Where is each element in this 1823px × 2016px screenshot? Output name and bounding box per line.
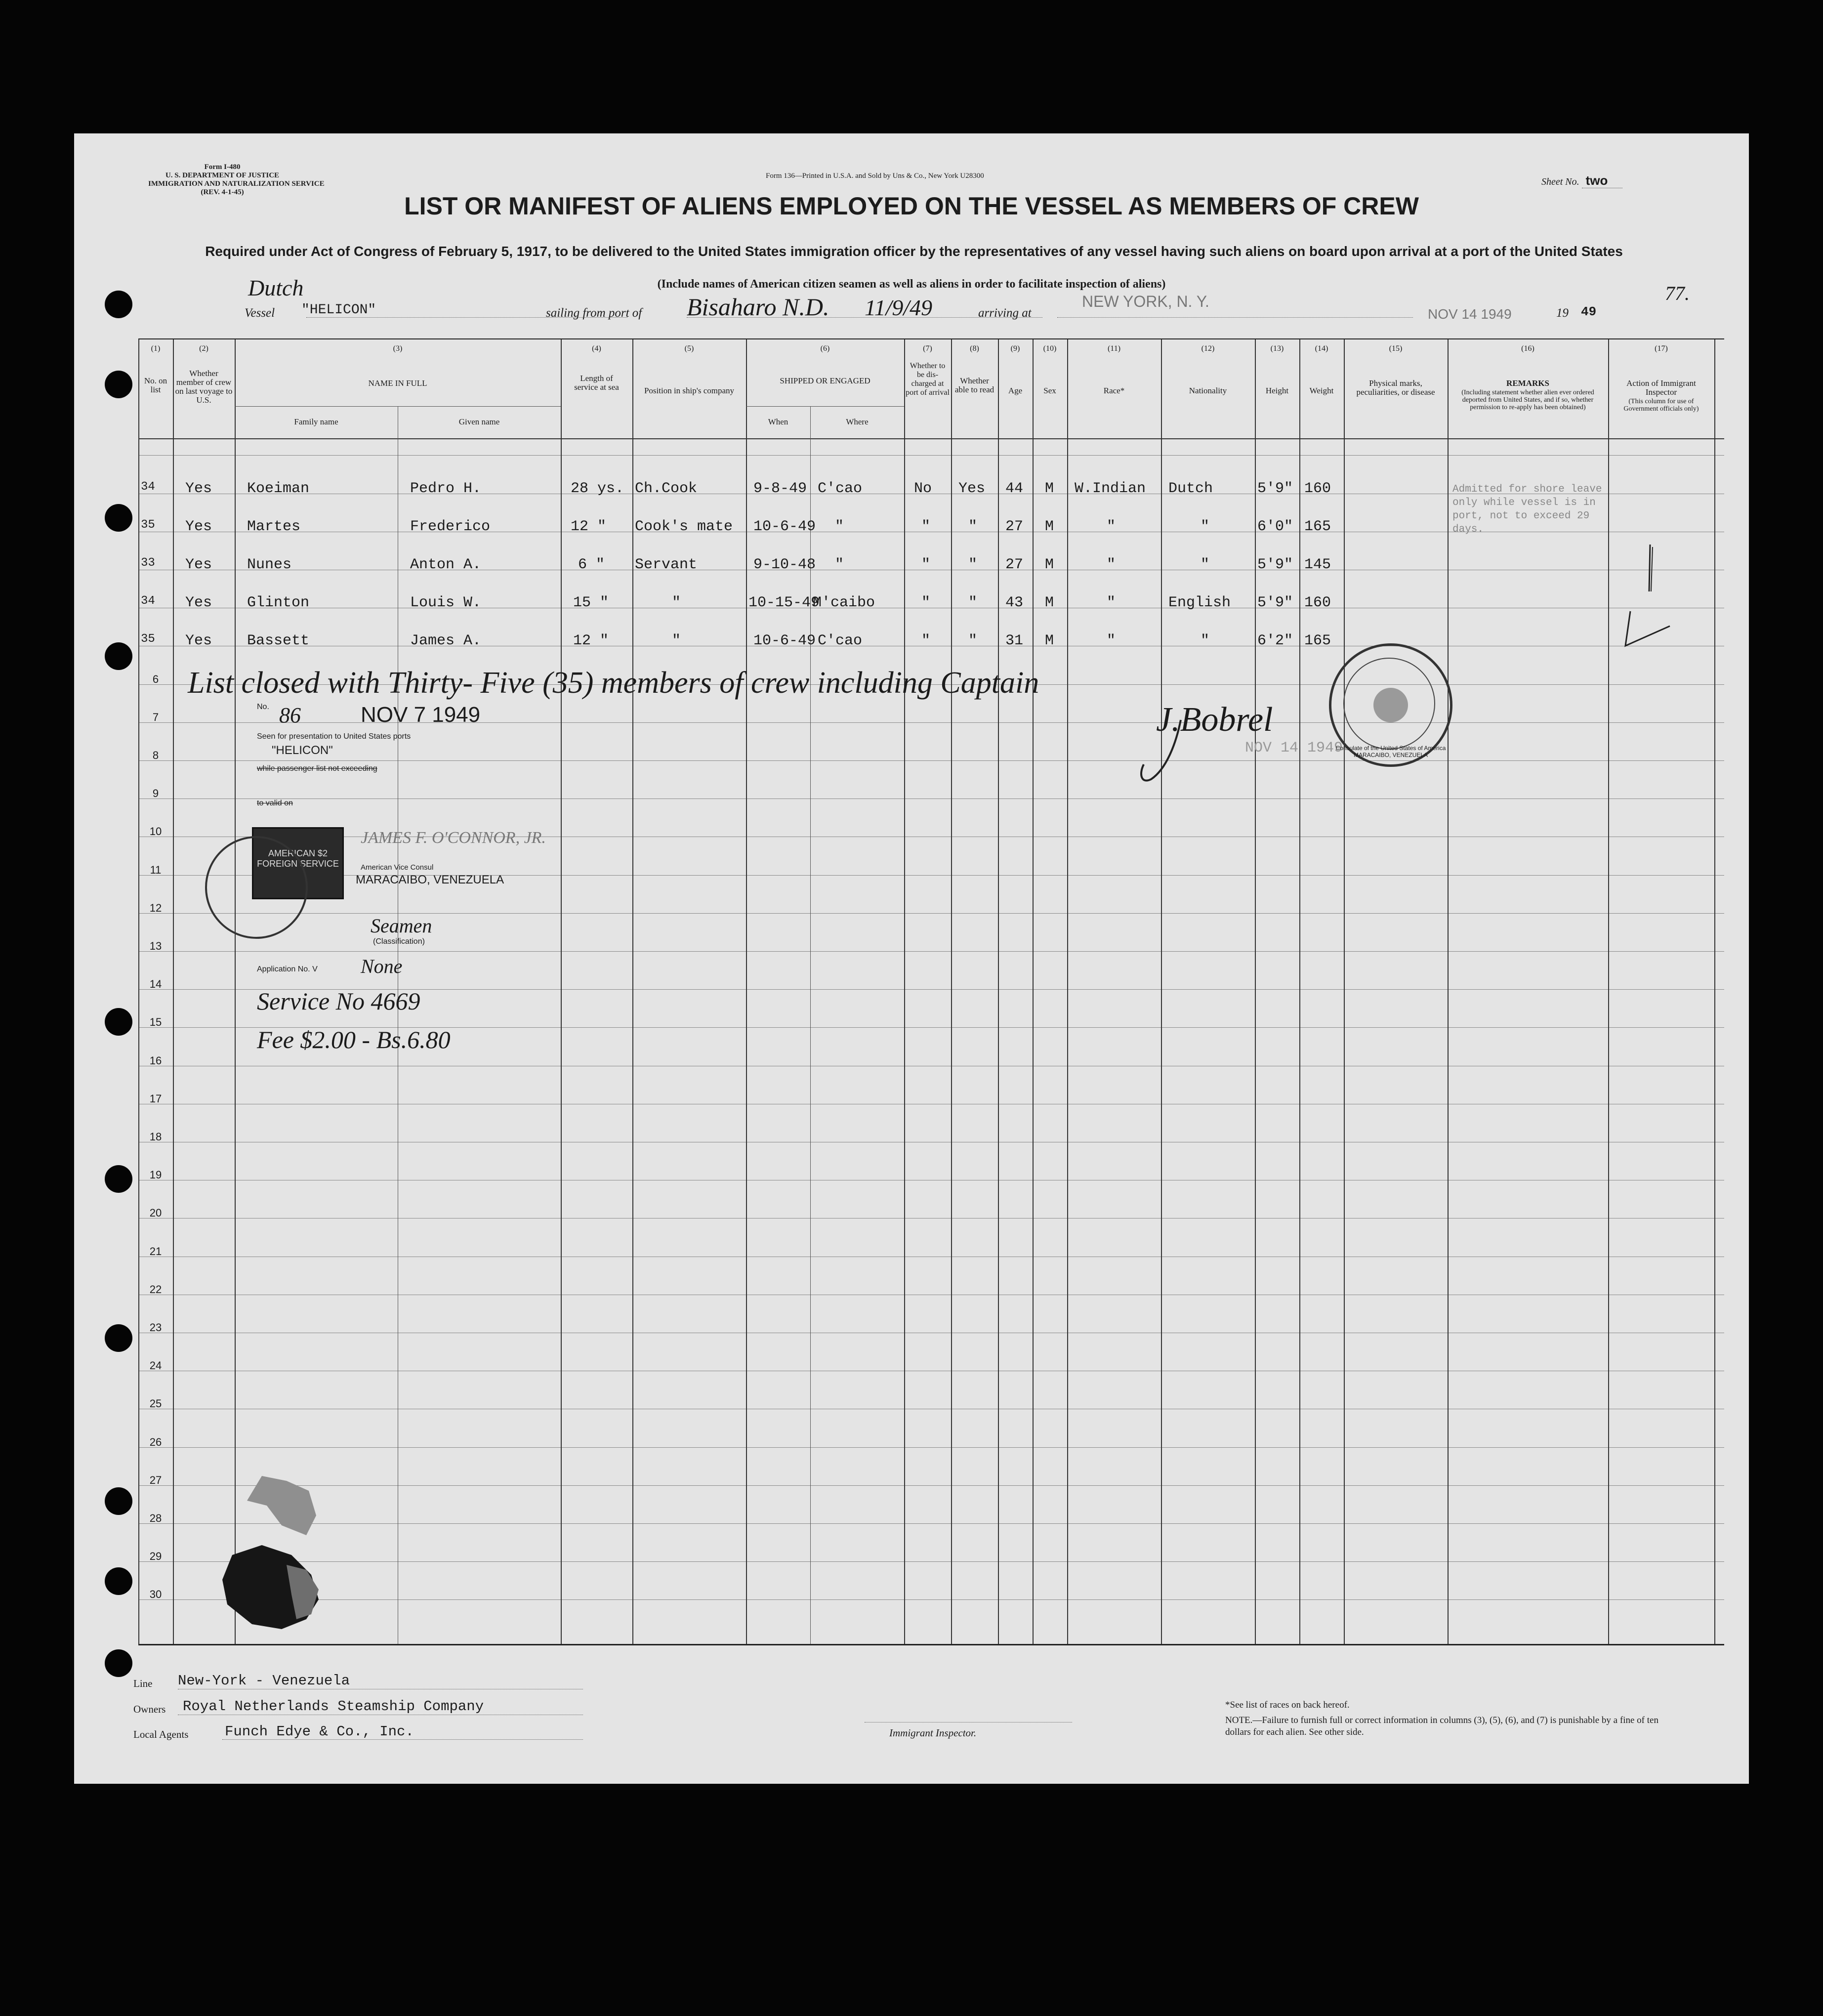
sheet-label: Sheet No. [1541, 176, 1579, 187]
crew-row-weight: 165 [1304, 632, 1331, 649]
col-header-sex: Sex [1043, 386, 1056, 395]
crew-row-discharged: " [921, 518, 931, 535]
col-header-remarks-note: (Including statement whether alien ever ordered deported from United States, and if so, whether permission to re-apply has been obtained) [1461, 389, 1594, 411]
line-value: New-York - Venezuela [178, 1673, 350, 1689]
row-number: 14 [149, 978, 162, 990]
vice-consul-signature: JAMES F. O'CONNOR, JR. [361, 829, 546, 847]
consular-struck-line: while passenger list not exceeding [257, 764, 377, 773]
vessel-name: "HELICON" [301, 302, 376, 318]
arriving-label: arriving at [978, 306, 1032, 320]
row-number: 22 [149, 1283, 162, 1296]
crew-row-sex: M [1045, 556, 1054, 573]
vessel-label: Vessel [245, 306, 275, 320]
binder-hole [105, 371, 132, 398]
col-num: (1) [151, 344, 161, 353]
row-number: 16 [149, 1054, 162, 1067]
col-num: (16) [1521, 344, 1534, 353]
row-number: 25 [149, 1397, 162, 1410]
binder-hole [105, 1324, 132, 1352]
service: IMMIGRATION AND NATURALIZATION SERVICE [148, 180, 325, 188]
col-num: (10) [1043, 344, 1057, 353]
crew-row-discharged: " [921, 556, 931, 573]
col-header-nationality: Nationality [1189, 386, 1227, 395]
crew-row-race: " [1107, 594, 1116, 611]
crew-row-race: " [1107, 632, 1116, 649]
consulate-seal [1329, 643, 1452, 767]
row-number: 15 [149, 1016, 162, 1028]
crew-row-where: " [835, 518, 844, 535]
row-number: 23 [149, 1321, 162, 1334]
crew-row-age: 44 [1005, 480, 1024, 497]
crew-row-service: 15 " [573, 594, 609, 611]
classification-value: Seamen [371, 915, 432, 937]
crew-row-family: Glinton [247, 594, 310, 611]
note-text: —Failure to furnish full or correct information in columns (3), (5), (6), and (7) is punishable by a fine of ten dollars for each alien. See other side. [1225, 1715, 1658, 1737]
crew-row-no: 35 [141, 632, 155, 646]
crew-row-when: 9-10-48 [753, 556, 816, 573]
crew-row-height: 5'9" [1257, 594, 1293, 611]
inspector-check-marks [1616, 537, 1709, 656]
crew-row-height: 6'2" [1257, 632, 1293, 649]
sheet-number [1541, 173, 1622, 188]
binder-hole [105, 642, 132, 670]
crew-row-given: Frederico [410, 518, 491, 535]
crew-row-when: 9-8-49 [753, 480, 807, 497]
crew-row-race: " [1107, 556, 1116, 573]
crew-row-weight: 160 [1304, 480, 1331, 497]
col-header-read: Whether able to read [954, 376, 994, 394]
owners-value: Royal Netherlands Steamship Company [183, 1698, 484, 1715]
crew-row-given: James A. [410, 632, 482, 649]
crew-row-height: 5'9" [1257, 556, 1293, 573]
consular-vessel-ref: "HELICON" [272, 744, 333, 757]
crew-row-discharged: " [921, 632, 931, 649]
crew-row-position: Servant [635, 556, 698, 573]
races-note: *See list of races on back hereof. [1225, 1700, 1350, 1710]
crew-table [138, 338, 1724, 1645]
flag-handwritten: Dutch [248, 275, 304, 300]
fee-stamp-text: AMERICAN $2 FOREIGN SERVICE [257, 848, 339, 869]
row-number: 26 [149, 1436, 162, 1448]
crew-row-race: " [1107, 518, 1116, 535]
seal-text: Consulate of the United States of America MARACAIBO, VENEZUELA [1335, 745, 1446, 758]
crew-row-nationality: " [1201, 518, 1210, 535]
sailing-date: 11/9/49 [865, 295, 933, 320]
col-num: (6) [820, 344, 830, 353]
crew-row-position: " [672, 594, 681, 611]
col-header-no: No. on list [144, 376, 167, 394]
form-number: Form I-480 [204, 163, 241, 171]
arrival-date-stamp: NOV 14 1949 [1428, 306, 1512, 322]
col-num: (3) [393, 344, 403, 353]
crew-row-nationality: " [1201, 556, 1210, 573]
year-prefix: 19 [1556, 306, 1569, 320]
row-number: 27 [149, 1474, 162, 1486]
row-number: 6 [152, 673, 159, 685]
consular-no-label: No. [257, 703, 269, 711]
crew-row-weight: 165 [1304, 518, 1331, 535]
row-number: 19 [149, 1169, 162, 1181]
binder-hole [105, 504, 132, 532]
binder-hole [105, 1649, 132, 1677]
crew-row-read: " [968, 594, 978, 611]
crew-row-read: " [968, 556, 978, 573]
crew-row-family: Koeiman [247, 480, 310, 497]
shore-leave-stamp: Admitted for shore leave only while vessel is in port, not to exceed 29 days. [1452, 484, 1602, 535]
ribbon-seal-graphic [212, 1471, 331, 1639]
fee-amount: Fee $2.00 - Bs.6.80 [257, 1026, 451, 1053]
col-header-where: Where [846, 417, 869, 426]
consular-round-stamp [205, 836, 308, 939]
agents-value: Funch Edye & Co., Inc. [225, 1723, 414, 1740]
col-num: (15) [1389, 344, 1403, 353]
crew-row-family: Bassett [247, 632, 310, 649]
row-number: 21 [149, 1245, 162, 1258]
col-header-race: Race* [1103, 386, 1125, 395]
consular-seen-line: Seen for presentation to United States ports [257, 732, 411, 741]
crew-row-no: 34 [141, 480, 155, 494]
crew-row-weight: 160 [1304, 594, 1331, 611]
col-num: (13) [1270, 344, 1284, 353]
crew-row-member: Yes [185, 518, 212, 535]
crew-row-no: 33 [141, 556, 155, 570]
crew-row-member: Yes [185, 632, 212, 649]
crew-row-no: 35 [141, 518, 155, 532]
crew-row-position: " [672, 632, 681, 649]
crew-row-height: 5'9" [1257, 480, 1293, 497]
subtitle: Required under Act of Congress of February 5, 1917, to be delivered to the United States immigration officer by the representatives of any vessel having such aliens on board upon arrival at a port of the United States [205, 244, 1623, 259]
crew-row-age: 27 [1005, 556, 1024, 573]
col-num: (12) [1201, 344, 1215, 353]
row-number: 11 [150, 864, 162, 876]
crew-row-given: Anton A. [410, 556, 482, 573]
crew-row-sex: M [1045, 632, 1054, 649]
crew-row-when: 10-6-49 [753, 632, 816, 649]
crew-row-family: Nunes [247, 556, 292, 573]
row-number: 18 [149, 1131, 162, 1143]
sailing-port: Bisaharo N.D. [687, 293, 829, 321]
col-header-weight: Weight [1309, 386, 1334, 395]
col-header-action: Action of Immigrant Inspector [1626, 378, 1696, 397]
crew-row-age: 27 [1005, 518, 1024, 535]
binder-hole [105, 1487, 132, 1515]
crew-row-nationality: " [1201, 632, 1210, 649]
crew-row-height: 6'0" [1257, 518, 1293, 535]
closing-statement: List closed with Thirty- Five (35) members of crew including Captain [188, 666, 1039, 700]
application-value: None [361, 955, 403, 977]
crew-row-read: " [968, 632, 978, 649]
binder-hole [105, 1165, 132, 1193]
crew-row-sex: M [1045, 518, 1054, 535]
classification-label: (Classification) [373, 937, 425, 946]
sailing-label: sailing from port of [546, 306, 642, 320]
row-number: 28 [149, 1512, 162, 1524]
crew-row-when: 10-6-49 [753, 518, 816, 535]
row-number: 17 [149, 1092, 162, 1105]
note-label: NOTE. [1225, 1715, 1253, 1725]
row-number: 29 [149, 1550, 162, 1562]
crew-row-when: 10-15-49 [748, 594, 820, 611]
agents-label: Local Agents [133, 1728, 189, 1740]
row-number: 9 [152, 787, 159, 799]
crew-row-age: 43 [1005, 594, 1024, 611]
col-header-action-note: (This column for use of Government officials only) [1623, 398, 1699, 413]
row-number: 20 [149, 1207, 162, 1219]
crew-row-no: 34 [141, 594, 155, 608]
crew-row-member: Yes [185, 594, 212, 611]
crew-row-service: 12 " [573, 632, 609, 649]
crew-row-read: Yes [958, 480, 986, 497]
immigrant-inspector-label: Immigrant Inspector. [889, 1727, 977, 1739]
row-number: 24 [149, 1359, 162, 1372]
arriving-underline [1057, 317, 1413, 318]
col-header-service: Length of service at sea [574, 374, 619, 392]
manifest-sheet [74, 133, 1749, 1784]
year-value: 49 [1581, 304, 1597, 319]
binder-hole [105, 1008, 132, 1036]
crew-row-member: Yes [185, 556, 212, 573]
crew-row-position: Cook's mate [635, 518, 733, 535]
crew-row-race: W.Indian [1075, 480, 1146, 497]
printer-line: Form 136—Printed in U.S.A. and Sold by Uns & Co., New York U28300 [766, 172, 984, 180]
col-header-shipped: SHIPPED OR ENGAGED [780, 376, 870, 385]
consular-date-stamp: NOV 7 1949 [361, 703, 481, 727]
crew-row-age: 31 [1005, 632, 1024, 649]
col-header-discharged: Whether to be dis-charged at port of arrival [906, 362, 950, 397]
col-header-when: When [768, 417, 788, 426]
owners-label: Owners [133, 1703, 166, 1715]
col-header-name: NAME IN FULL [368, 378, 427, 388]
crew-row-weight: 145 [1304, 556, 1331, 573]
col-header-age: Age [1008, 386, 1023, 395]
col-num: (9) [1010, 344, 1020, 353]
revision: (REV. 4-1-45) [201, 188, 244, 196]
crew-row-given: Louis W. [410, 594, 482, 611]
arriving-stamp: NEW YORK, N. Y. [1082, 293, 1209, 310]
col-num: (5) [684, 344, 694, 353]
col-header-physical: Physical marks, peculiarities, or disease [1356, 378, 1435, 397]
col-header-remarks: REMARKS [1506, 378, 1549, 388]
row-number: 10 [149, 825, 162, 838]
row-number: 12 [149, 902, 162, 914]
col-num: (4) [592, 344, 601, 353]
master-signature: J.Bobrel [1156, 701, 1273, 739]
crew-row-position: Ch.Cook [635, 480, 698, 497]
signature-flourish [1136, 715, 1215, 789]
col-num: (17) [1655, 344, 1668, 353]
col-num: (8) [970, 344, 979, 353]
crew-row-member: Yes [185, 480, 212, 497]
crew-row-service: 12 " [571, 518, 607, 535]
crew-row-where: C'cao [818, 632, 863, 649]
include-note: (Include names of American citizen seamen as well as aliens in order to facilitate inspection of aliens) [657, 278, 1166, 291]
penalty-note [1225, 1715, 1670, 1738]
crew-row-where: M'caibo [813, 594, 875, 611]
crew-row-read: " [968, 518, 978, 535]
vice-consul-title: American Vice Consul [361, 863, 434, 872]
col-num: (2) [199, 344, 208, 353]
crew-row-discharged: No [914, 480, 932, 497]
col-header-position: Position in ship's company [644, 386, 735, 395]
application-label: Application No. V [257, 965, 318, 973]
crew-row-nationality: English [1168, 594, 1231, 611]
crew-row-service: 6 " [578, 556, 605, 573]
row-number: 8 [152, 749, 159, 761]
page-title: LIST OR MANIFEST OF ALIENS EMPLOYED ON THE VESSEL AS MEMBERS OF CREW [404, 192, 1419, 220]
col-num: (14) [1315, 344, 1328, 353]
crew-row-sex: M [1045, 480, 1054, 497]
row-number: 7 [152, 711, 159, 723]
col-header-member: Whether member of crew on last voyage to U.S. [175, 369, 233, 405]
department: U. S. DEPARTMENT OF JUSTICE [165, 171, 280, 179]
sheet-value: two [1582, 173, 1623, 188]
consular-number: 86 [279, 703, 301, 727]
col-header-height: Height [1265, 386, 1289, 395]
crew-row-given: Pedro H. [410, 480, 482, 497]
row-number: 30 [149, 1588, 162, 1600]
crew-row-where: C'cao [818, 480, 863, 497]
page-mark: 77. [1665, 282, 1690, 304]
crew-row-service: 28 ys. [571, 480, 624, 497]
col-num: (11) [1107, 344, 1121, 353]
crew-row-sex: M [1045, 594, 1054, 611]
row-number: 13 [149, 940, 162, 952]
service-number: Service No 4669 [257, 987, 420, 1015]
consular-post: MARACAIBO, VENEZUELA [356, 873, 504, 886]
crew-row-nationality: Dutch [1168, 480, 1213, 497]
consular-struck-line: to valid on [257, 799, 293, 807]
binder-hole [105, 291, 132, 318]
crew-row-where: " [835, 556, 844, 573]
col-num: (7) [923, 344, 932, 353]
col-header-given: Given name [458, 417, 500, 426]
binder-hole [105, 1567, 132, 1595]
crew-row-family: Martes [247, 518, 301, 535]
line-label: Line [133, 1678, 153, 1689]
crew-row-discharged: " [921, 594, 931, 611]
arrival-stamp: NOV 14 1949 [1245, 740, 1343, 756]
col-header-family: Family name [294, 417, 338, 426]
